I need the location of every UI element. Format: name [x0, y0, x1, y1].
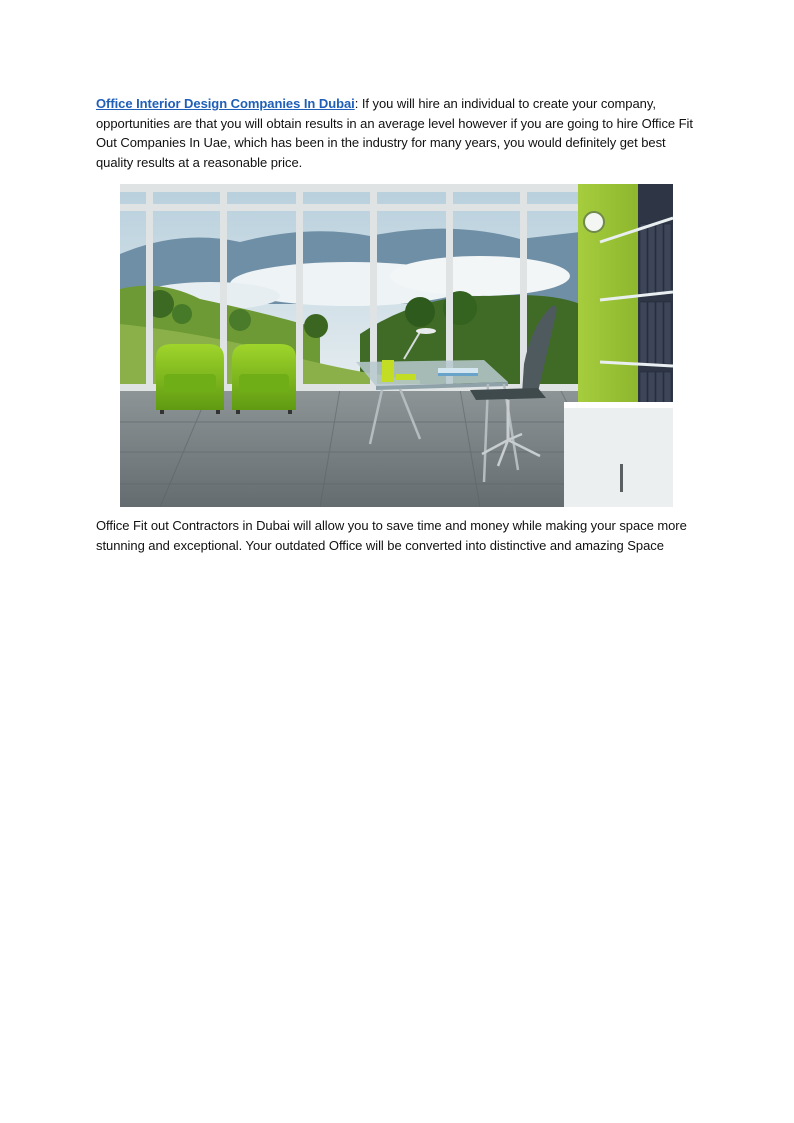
office-interior-design-link[interactable]: Office Interior Design Companies In Dubai	[96, 96, 355, 111]
intro-paragraph-text: : If you will hire an individual to create your company, opportunities are that you will obtain results in an average level however if you are going to hire Office Fit Out Companies In Uae, which has been in the industry for many years, you would definitely get best quality results at a reasonable price.	[96, 96, 693, 170]
closing-paragraph: Office Fit out Contractors in Dubai will allow you to save time and money while making your space more stunning and exceptional. Your outdated Office will be converted into distinctive and amazing Space	[96, 518, 687, 553]
office-interior-photo	[120, 184, 673, 507]
intro-paragraph	[96, 94, 702, 172]
